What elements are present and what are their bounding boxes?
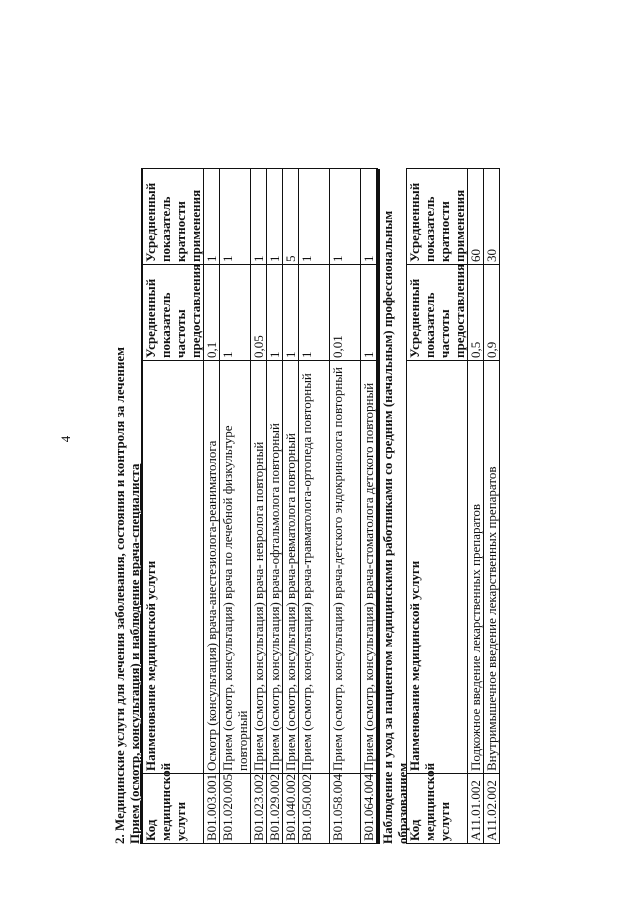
cell-code: B01.064.004 [361,774,378,844]
cell-frequency: 0,1 [204,265,220,361]
cell-name: Прием (осмотр, консультация) врача-ревматолога повторный [283,361,299,774]
cell-name: Прием (осмотр, консультация) врача-детского эндокринолога повторный [330,361,361,774]
cell-code: B01.023.002 [251,774,267,844]
cell-code: B01.020.005 [220,774,251,844]
cell-frequency: 1 [267,265,283,361]
cell-multiplicity: 1 [220,169,251,265]
table-header-row [142,169,204,844]
header-code: Код медицинской услуги [407,774,468,844]
cell-code: B01.029.002 [267,774,283,844]
cell-frequency: 0,01 [330,265,361,361]
cell-frequency: 0,05 [251,265,267,361]
table-row [361,169,378,844]
header-name: Наименование медицинской услуги [142,361,204,774]
cell-code: A11.02.002 [484,774,500,844]
header-frequency: Усредненный показатель частоты предоставления [142,265,204,361]
cell-code: B01.058.004 [330,774,361,844]
cell-multiplicity: 1 [251,169,267,265]
table-header-row [407,169,468,844]
cell-code: B01.040.002 [283,774,299,844]
observation-title: Наблюдение и уход за пациентом медицинскими работниками со средним (начальным) профессиональным образованием [378,169,406,844]
cell-multiplicity: 30 [484,169,500,265]
services-table-specialists [141,168,378,844]
rotated-page-area [112,0,536,905]
cell-frequency: 0,5 [468,265,484,361]
cell-name: Прием (осмотр, консультация) врача-стоматолога детского повторный [361,361,378,774]
services-table-nursing [406,168,500,844]
header-code: Код медицинской услуги [142,774,204,844]
cell-multiplicity: 1 [330,169,361,265]
table-row [267,169,283,844]
table-row [251,169,267,844]
cell-name: Подкожное введение лекарственных препаратов [468,361,484,774]
cell-name: Осмотр (консультация) врача-анестезиолога-реаниматолога [204,361,220,774]
cell-multiplicity: 1 [361,169,378,265]
section-title: 2. Медицинские услуги для лечения заболевания, состояния и контроля за лечением [112,346,127,844]
table-row [204,169,220,844]
subsection-title: Прием (осмотр, консультация) и наблюдение врача-специалиста [127,463,142,844]
table-row [299,169,330,844]
page-number: 4 [58,435,73,443]
cell-frequency: 1 [283,265,299,361]
rotated-content [112,169,536,844]
cell-frequency: 1 [361,265,378,361]
header-multiplicity: Усредненный показатель кратности применения [407,169,468,265]
header-multiplicity: Усредненный показатель кратности применения [142,169,204,265]
cell-frequency: 1 [299,265,330,361]
cell-frequency: 0,9 [484,265,500,361]
cell-multiplicity: 1 [267,169,283,265]
table-row [330,169,361,844]
cell-name: Прием (осмотр, консультация) врача- невролога повторный [251,361,267,774]
cell-code: B01.050.002 [299,774,330,844]
table-row [283,169,299,844]
cell-multiplicity: 1 [299,169,330,265]
header-name: Наименование медицинской услуги [407,361,468,774]
cell-multiplicity: 5 [283,169,299,265]
cell-name: Прием (осмотр, консультация) врача-офтальмолога повторный [267,361,283,774]
cell-code: B01.003.001 [204,774,220,844]
table-row [484,169,500,844]
cell-multiplicity: 60 [468,169,484,265]
header-frequency: Усредненный показатель частоты предоставления [407,265,468,361]
cell-name: Внутримышечное введение лекарственных препаратов [484,361,500,774]
cell-name: Прием (осмотр, консультация) врача-травматолога-ортопеда повторный [299,361,330,774]
cell-multiplicity: 1 [204,169,220,265]
table-row [468,169,484,844]
cell-name: Прием (осмотр, консультация) врача по лечебной физкультуре повторный [220,361,251,774]
cell-frequency: 1 [220,265,251,361]
table-row [220,169,251,844]
cell-code: A11.01.002 [468,774,484,844]
